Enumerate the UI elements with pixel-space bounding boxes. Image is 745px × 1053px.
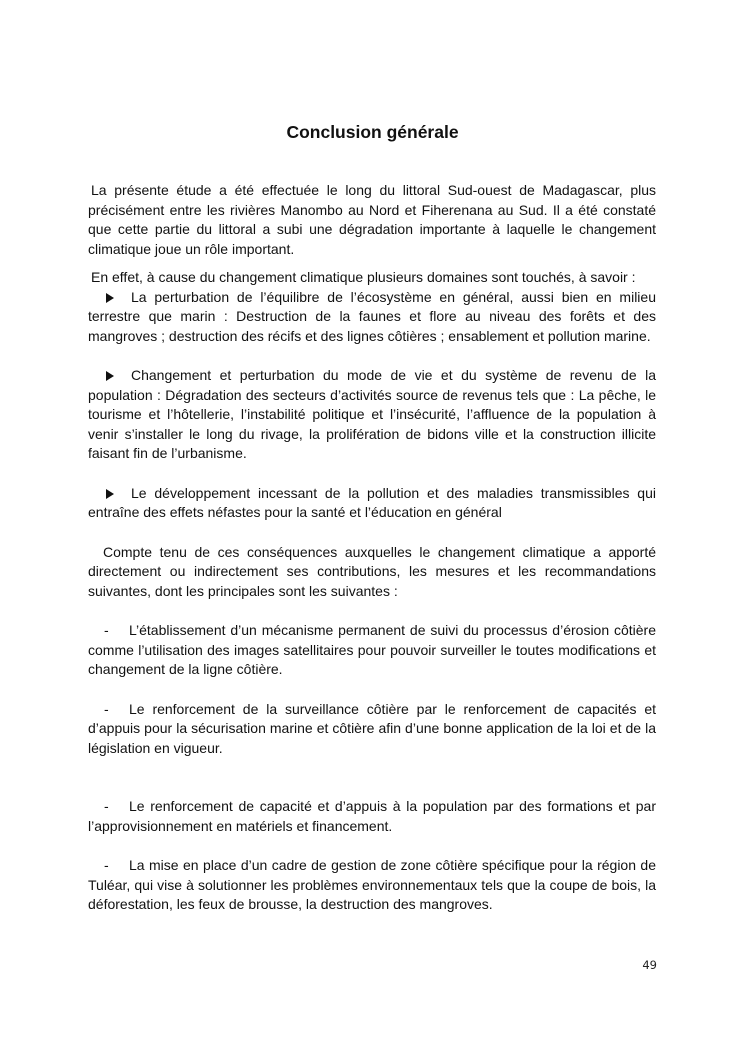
bullet-text: Changement et perturbation du mode de vie et du système de revenu de la population : Dégradation des secteurs d’activités source de revenus tels que : La pêche, le tourisme et l’hôtellerie, l’instabilité politique et l’insécurité, l’affluence de la population à venir s’installer le long du rivage, la prolifération de bidons ville et la construction illicite faisant fin de l’urbanisme. <box>88 367 656 461</box>
compte-paragraph: Compte tenu de ces conséquences auxquelles le changement climatique a apporté directement ou indirectement ses contributions, les mesures et les recommandations suivantes, dont les principales sont les suivantes : <box>88 543 656 599</box>
bullet-item <box>88 288 656 347</box>
dash-marker: - <box>104 857 109 873</box>
dash-marker: - <box>104 622 109 638</box>
dash-marker: - <box>104 798 109 814</box>
arrow-bullet-icon <box>106 371 114 381</box>
bullet-marker <box>106 366 131 386</box>
bullet-marker <box>106 288 131 308</box>
intro-paragraph: La présente étude a été effectuée le long du littoral Sud-ouest de Madagascar, plus précisément entre les rivières Manombo au Nord et Fiherenana au Sud. Il a été constaté que cette partie du littoral a subi une dégradation importante à laquelle le changement climatique joue un rôle important. <box>88 182 656 257</box>
bullet-marker <box>106 484 131 504</box>
recommendation-text: Le renforcement de capacité et d’appuis à la population par des formations et par l’approvisionnement en matériels et financement. <box>88 798 656 834</box>
arrow-bullet-icon <box>106 489 114 499</box>
document-body <box>88 181 656 915</box>
recommendation-text: Le renforcement de la surveillance côtière par le renforcement de capacités et d’appuis pour la sécurisation marine et côtière afin d’une bonne application de la loi et de la législation en vigueur. <box>88 700 656 756</box>
recommendation-item <box>88 856 656 915</box>
arrow-bullet-icon <box>106 293 114 303</box>
page-number: 49 <box>642 958 657 972</box>
recommendation-text: La mise en place d’un cadre de gestion de zone côtière spécifique pour la région de Tuléar, qui vise à solutionner les problèmes environnementaux tels que la coupe de bois, la déforestation, les feux de brousse, la destruction des mangroves. <box>88 857 656 912</box>
bullet-item <box>88 484 656 523</box>
page-title: Conclusion générale <box>286 122 459 142</box>
bullet-text: La perturbation de l’équilibre de l’écosystème en général, aussi bien en milieu terrestre que marin : Destruction de la faunes et flore au niveau des forêts et des mangroves ; destruction des récifs et des lignes côtières ; ensablement et pollution marine. <box>88 288 656 344</box>
dash-marker: - <box>104 700 109 717</box>
bullet-item <box>88 366 656 464</box>
recommendation-item <box>88 797 656 836</box>
recommendation-item <box>88 621 656 680</box>
recommendation-item <box>88 700 656 759</box>
bullet-text: Le développement incessant de la pollution et des maladies transmissibles qui entraîne des effets néfastes pour la santé et l’éducation en général <box>88 484 656 520</box>
recommendation-text: L’établissement d’un mécanisme permanent de suivi du processus d’érosion côtière comme l’utilisation des images satellitaires pour pouvoir surveiller le toutes modifications et changement de la ligne côtière. <box>88 622 656 677</box>
effet-paragraph: En effet, à cause du changement climatique plusieurs domaines sont touchés, à savoir : <box>91 269 636 285</box>
